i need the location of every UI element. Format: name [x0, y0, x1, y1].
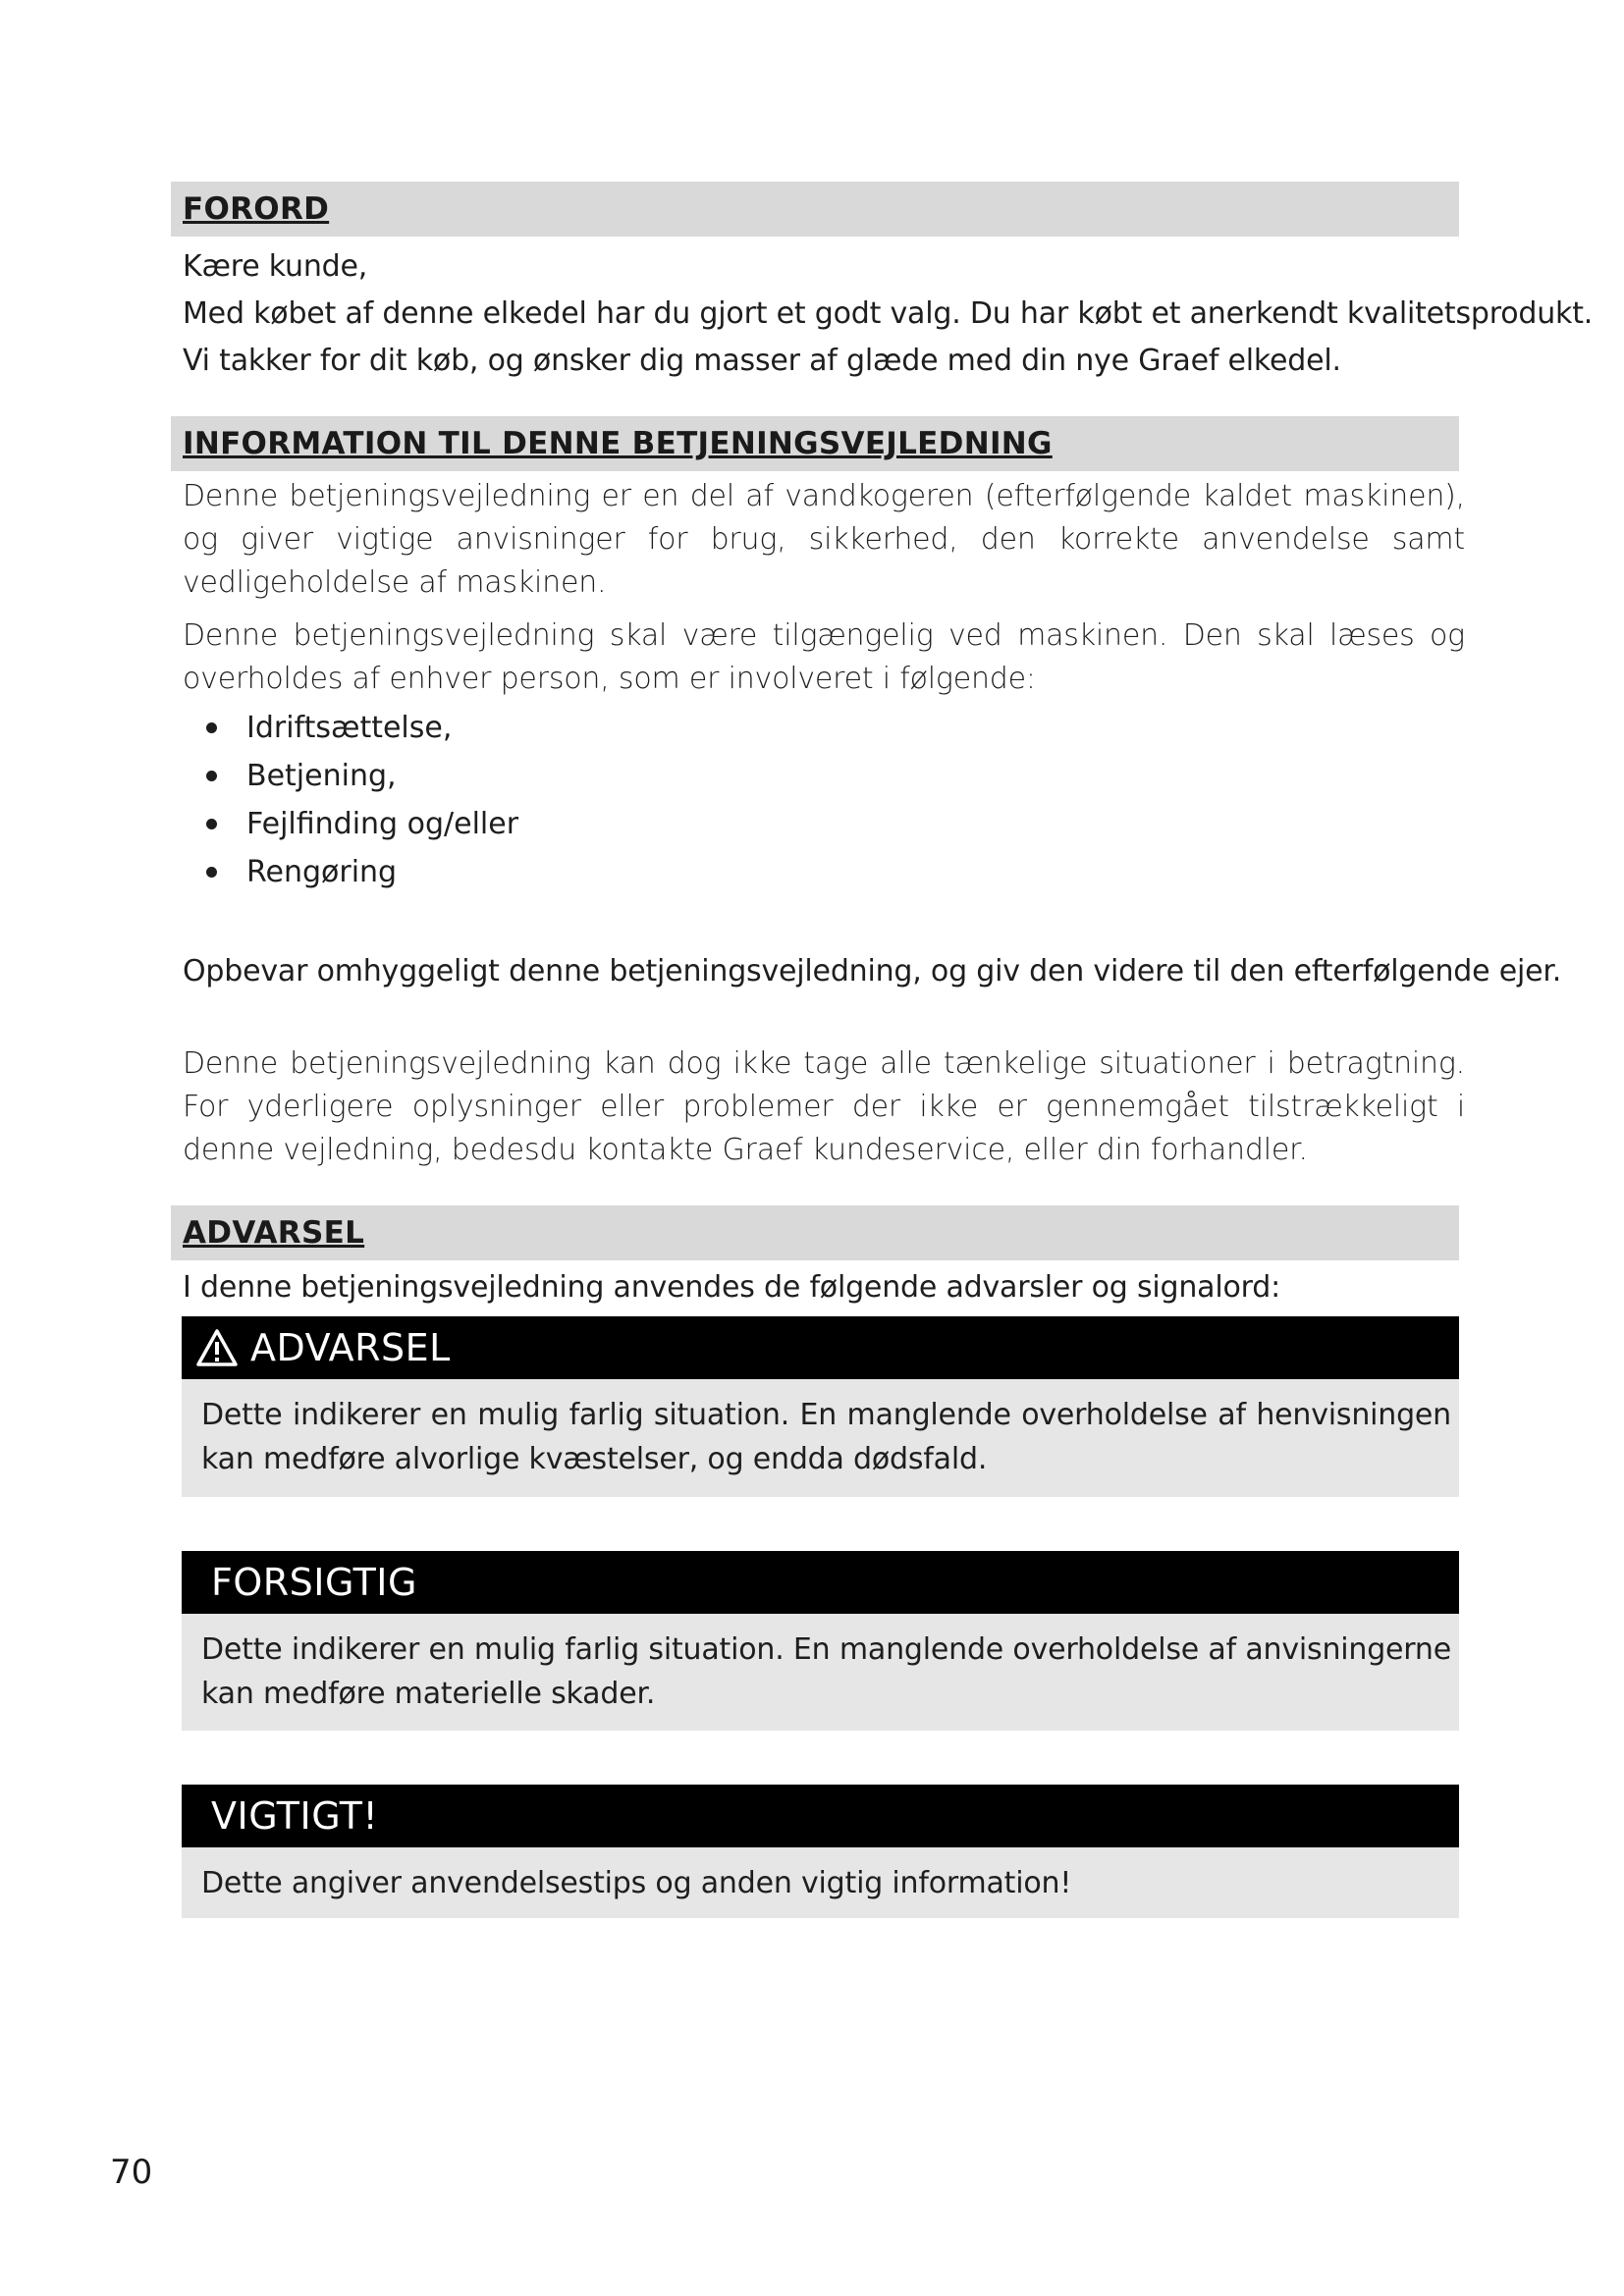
- bullet-icon: [206, 771, 217, 781]
- section-heading-advarsel: ADVARSEL: [171, 1205, 1459, 1260]
- bullet-icon: [206, 867, 217, 878]
- advarsel-intro: I denne betjeningsvejledning anvendes de følgende advarsler og signalord:: [183, 1270, 1281, 1305]
- intro-line-1: Med købet af denne elkedel har du gjort et godt valg. Du har købt et anerkendt kvalitetsprodukt.: [183, 296, 1594, 331]
- caution-box-title: FORSIGTIG: [211, 1561, 417, 1604]
- list-item: Betjening,: [206, 752, 518, 800]
- caution-box-text: Dette indikerer en mulig farlig situation. En manglende overholdelse af anvisningerne kan medføre materielle skader.: [182, 1614, 1459, 1731]
- important-box-title: VIGTIGT!: [211, 1794, 379, 1838]
- warning-box-header: [182, 1316, 1459, 1379]
- bullet-icon: [206, 819, 217, 829]
- information-paragraph-2: Denne betjeningsvejledning skal være tilgængelig ved maskinen. Den skal læses og overholdes af enhver person, som er involveret i følgende:: [183, 618, 1465, 696]
- list-item: Rengøring: [206, 848, 518, 896]
- section-heading-information: INFORMATION TIL DENNE BETJENINGSVEJLEDNING: [171, 416, 1459, 471]
- information-paragraph-4: Denne betjeningsvejledning kan dog ikke tage alle tænkelige situationer i betragtning. For yderligere oplysninger eller problemer der ikke er gennemgået tilstrækkeligt i denne vejledning, bedesdu kontakte Graef kundeservice, eller din forhandler.: [183, 1046, 1465, 1167]
- information-paragraph-3: Opbevar omhyggeligt denne betjeningsvejledning, og giv den videre til den efterfølgende ejer.: [183, 954, 1562, 988]
- warning-triangle-icon: [195, 1328, 239, 1367]
- greeting-text: Kære kunde,: [183, 249, 368, 284]
- list-item: Idriftsættelse,: [206, 704, 518, 752]
- section-heading-forord: FORORD: [171, 182, 1459, 237]
- important-box-text: Dette angiver anvendelsestips og anden vigtig information!: [182, 1847, 1459, 1918]
- list-item: Fejlfinding og/eller: [206, 800, 518, 848]
- bullet-list: [206, 704, 518, 896]
- information-paragraph-1: Denne betjeningsvejledning er en del af vandkogeren (efterfølgende kaldet maskinen), og giver vigtige anvisninger for brug, sikkerhed, den korrekte anvendelse samt vedligeholdelse af maskinen.: [183, 479, 1465, 600]
- warning-box-text: Dette indikerer en mulig farlig situation. En manglende overholdelse af henvisningen kan medføre alvorlige kvæstelser, og endda dødsfald.: [182, 1379, 1459, 1497]
- page-number: 70: [110, 2153, 153, 2192]
- warning-box-title: ADVARSEL: [250, 1326, 451, 1369]
- important-box-header: [182, 1785, 1459, 1847]
- intro-line-2: Vi takker for dit køb, og ønsker dig masser af glæde med din nye Graef elkedel.: [183, 344, 1341, 378]
- caution-box-header: [182, 1551, 1459, 1614]
- bullet-icon: [206, 722, 217, 733]
